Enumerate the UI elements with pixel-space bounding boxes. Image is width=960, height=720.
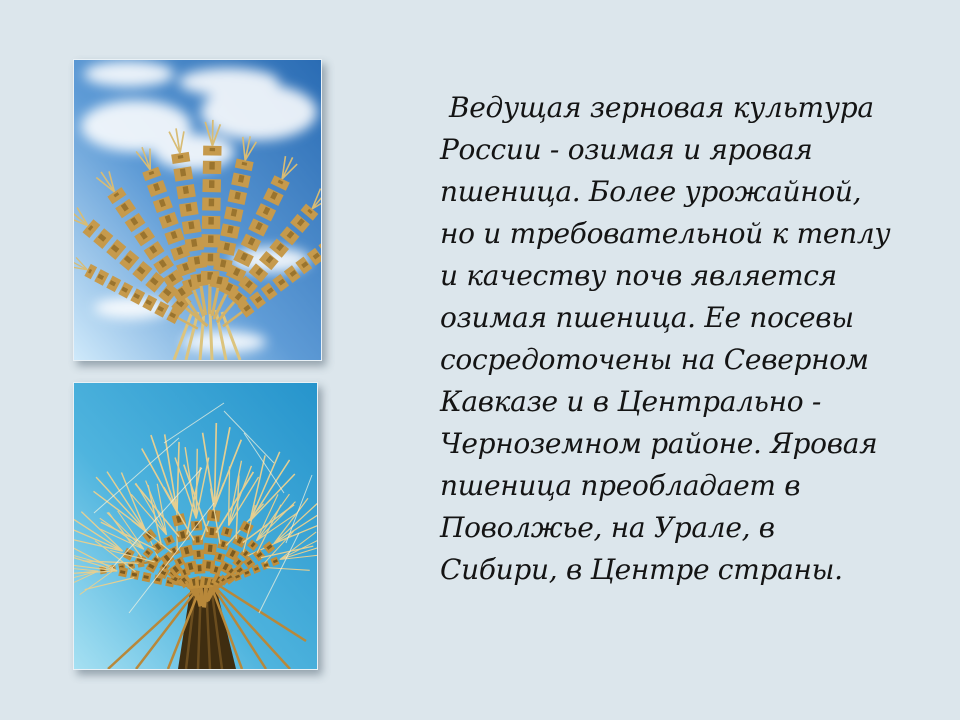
text-line: Кавказе и в Центрально - bbox=[440, 385, 822, 418]
text-line: озимая пшеница. Ее посевы bbox=[440, 301, 854, 334]
text-line: Поволжье, на Урале, в bbox=[440, 511, 775, 544]
text-line: пшеница. Более урожайной, bbox=[440, 175, 862, 208]
wheat-sheaf-illustration bbox=[74, 383, 317, 669]
text-line: сосредоточены на Северном bbox=[440, 343, 869, 376]
text-line: пшеница преобладает в bbox=[440, 469, 801, 502]
wheat-sheaf-photo bbox=[73, 382, 318, 670]
wheat-bouquet-illustration bbox=[74, 60, 321, 360]
text-line: и качеству почв является bbox=[440, 259, 837, 292]
text-line: Ведущая зерновая культура bbox=[449, 91, 874, 124]
text-line: но и требовательной к теплу bbox=[440, 217, 891, 250]
wheat-bouquet-photo bbox=[73, 59, 322, 361]
text-line: Сибири, в Центре страны. bbox=[440, 553, 843, 586]
text-line: Черноземном районе. Яровая bbox=[440, 427, 878, 460]
text-line: России - озимая и яровая bbox=[440, 133, 813, 166]
slide-body-text bbox=[440, 87, 940, 591]
